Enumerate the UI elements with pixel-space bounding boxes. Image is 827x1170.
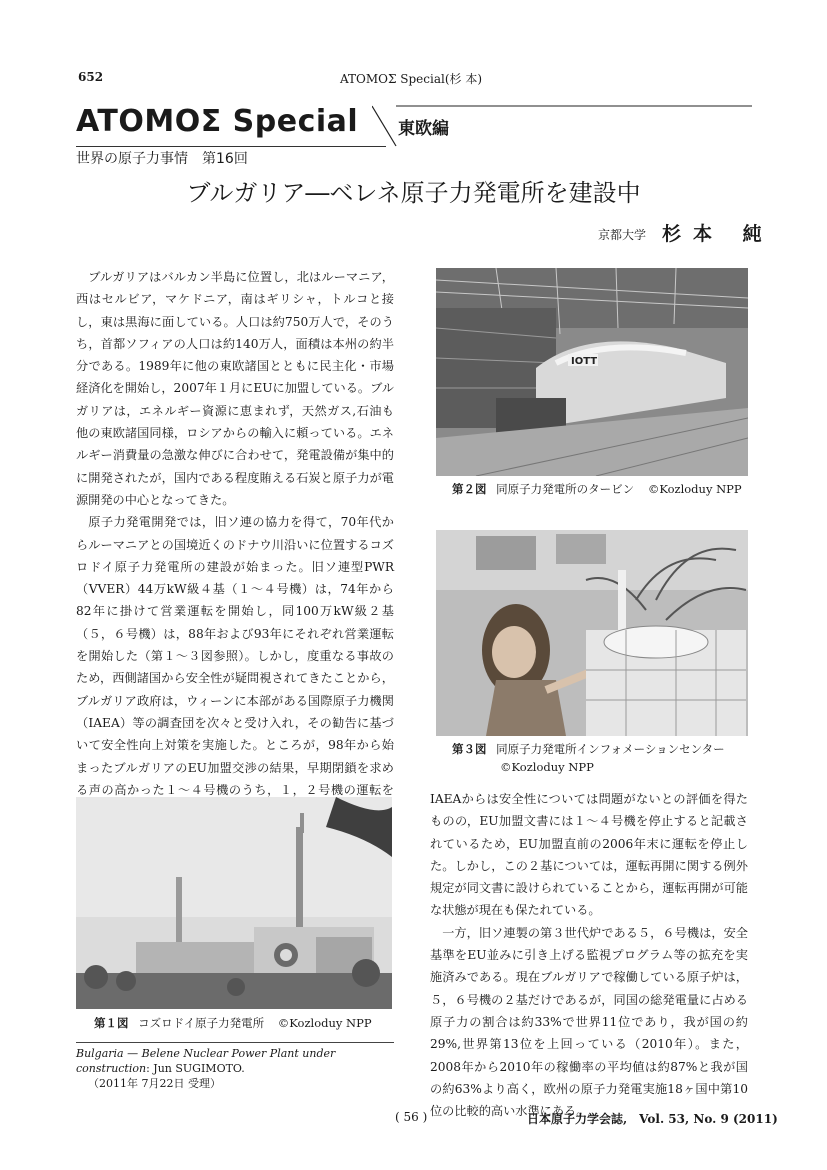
running-head: ATOMOΣ Special(杉 本) bbox=[340, 72, 483, 86]
figure-caption-text: コズロドイ原子力発電所 bbox=[138, 1016, 265, 1030]
turbine-hall-photo bbox=[436, 268, 748, 476]
figure-label: 第２図 bbox=[452, 482, 487, 496]
paragraph: 原子力発電開発では，旧ソ連の協力を得て，70年代からルーマニアとの国境近くのドナウ川沿いに位置するコズロドイ原子力発電所の建設が始まった。旧ソ連型PWR（VVER）44万kW級４基（１～４号機）は，74年から82年に掛けて営業運転を開始し，同100万kW級２基（５，６号機）は，88年および93年にそれぞれ営業運転を開始した（第１～３図参照）。しかし，度重なる事故のため，西側諸国から安全性が疑問視されてきたことから，ブルガリア政府は，ウィーンに本部がある国際原子力機関（IAEA）等の調査団を次々と受け入れ，その勧告に基づいて安全性向上対策を実施した。ところが，98年から始まったブルガリアのEU加盟交渉の結果，早期閉鎖を求める声の高かった１～４号機のうち，１，２号機の運転を bbox=[76, 515, 394, 797]
figure-credit: ©Kozloduy NPP bbox=[647, 482, 742, 496]
author-affiliation: 京都大学 bbox=[598, 228, 647, 242]
article-title: ブルガリア―ベレネ原子力発電所を建設中 bbox=[186, 179, 641, 207]
received-date: （2011年 7月22日 受理） bbox=[88, 1077, 221, 1090]
article-footnote bbox=[76, 1042, 394, 1091]
figure-caption-text: 同原子力発電所のタービン bbox=[496, 482, 635, 496]
figure-caption-text: 同原子力発電所インフォメーションセンター bbox=[496, 742, 725, 756]
paragraph: ブルガリアはバルカン半島に位置し，北はルーマニア，西はセルビア，マケドニア，南はギリシャ，トルコと接し，東は黒海に面している。人口は約750万人で，そのうち，首都ソフィアの人口は約140万人，面積は本州の約半分である。1989年に他の東欧諸国とともに民主化・市場経済化を開始し，2007年１月にEUに加盟している。ブルガリアは，エネルギー資源に恵まれず，天然ガス,石油も他の東欧諸国同様，ロシアからの輸入に頼っている。エネルギー消費量の急激な伸びに合わせて，発電設備が集中的に開発されたが，国内である程度賄える石炭と原子力が電源開発の中心となってきた。 bbox=[76, 270, 394, 507]
information-center-photo bbox=[436, 530, 748, 736]
turbine-sign: IOTT bbox=[571, 356, 598, 367]
series-title-rule bbox=[76, 146, 386, 147]
figure-caption bbox=[452, 481, 742, 497]
information-center-image bbox=[436, 530, 748, 736]
left-column bbox=[76, 266, 394, 823]
figure-caption bbox=[94, 1015, 372, 1031]
figure-label: 第１図 bbox=[94, 1016, 129, 1030]
figure-credit: ©Kozloduy NPP bbox=[500, 760, 594, 774]
footer-journal: 日本原子力学会誌, Vol. 53, No. 9 (2011) bbox=[527, 1112, 778, 1126]
power-plant-photo bbox=[76, 797, 392, 1009]
author-name: 杉本 純 bbox=[662, 223, 774, 245]
figure-label: 第３図 bbox=[452, 742, 487, 756]
right-column bbox=[430, 788, 748, 1122]
series-title: ATOMOΣ Special bbox=[76, 104, 359, 139]
series-subtitle: 世界の原子力事情 第16回 bbox=[76, 151, 248, 167]
figure-caption bbox=[452, 741, 725, 757]
region-label: 東欧編 bbox=[398, 119, 449, 139]
figure-credit: ©Kozloduy NPP bbox=[277, 1016, 372, 1030]
paragraph: 一方，旧ソ連製の第３世代炉である５，６号機は，安全基準をEU並みに引き上げる監視プログラム等の拡充を実施済みである。現在ブルガリアで稼働している原子炉は，５，６号機の２基だけであるが，同国の総発電量に占める原子力の割合は約33%で世界11位であり，我が国の約29%,世界第13位を上回っている（2010年）。また，2008年から2010年の稼働率の平均値は約87%と我が国の約63%より高く，欧州の原子力発電実施18ヶ国中第10位の比較的高い水準にある。 bbox=[430, 925, 748, 1119]
english-title: Bulgaria — Belene Nuclear Power Plant under construction bbox=[76, 1047, 336, 1075]
paragraph: IAEAからは安全性については問題がないとの評価を得たものの，EU加盟文書には１～４号機を停止すると記載されているため，EU加盟直前の2006年末に運転を停止した。しかし，この２基については，運転再開に関する例外規定が同文書に設けられていることから，運転再開が可能な状態が現在も保たれている。 bbox=[430, 792, 748, 918]
footer-page-number: ( 56 ) bbox=[395, 1110, 428, 1124]
page-number: 652 bbox=[78, 70, 104, 84]
power-plant-image bbox=[76, 797, 392, 1009]
english-author: : Jun SUGIMOTO. bbox=[146, 1062, 245, 1075]
turbine-hall-image bbox=[436, 268, 748, 476]
